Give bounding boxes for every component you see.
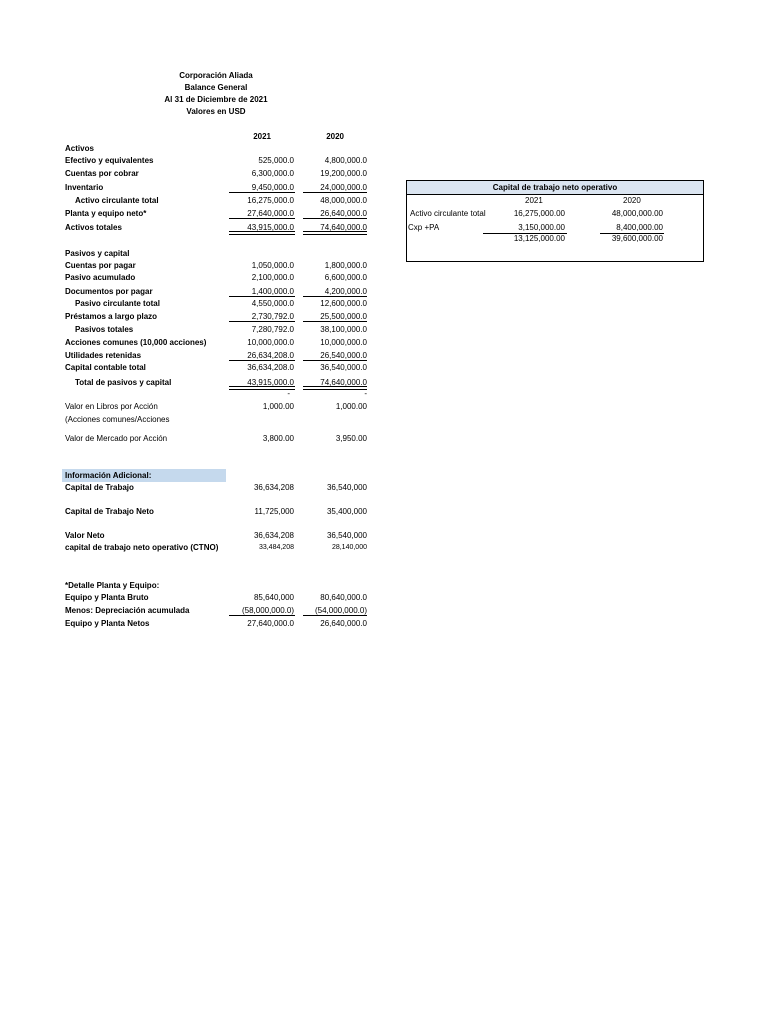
detail-heading: *Detalle Planta y Equipo: [65,581,160,590]
value-2021: 4,550,000.0 [251,299,294,308]
underline [229,321,295,322]
value-2021: 525,000.0 [258,156,294,165]
row-label: Valor de Mercado por Acción [65,434,168,443]
row-long-term-loans [0,311,768,323]
underline [303,218,367,219]
row-net-working-capital [0,506,768,518]
value-2020: 10,000,000.0 [320,338,367,347]
value-2021: 36,634,208 [253,531,294,540]
underline [303,296,367,297]
underline [229,218,295,219]
ctno-row2-2021: 3,150,000.00 [518,223,565,232]
row-label: Capital contable total [65,363,146,372]
value-2021: (58,000,000.0) [241,606,294,615]
row-label: Activo circulante total [75,196,159,205]
row-label: Total de pasivos y capital [75,378,172,387]
row-label: Equipo y Planta Bruto [65,593,149,602]
ctno-table [406,180,704,262]
value-2021: 10,000,000.0 [247,338,294,347]
value-2021: 3,800.00 [262,434,294,443]
col-2020: 2020 [326,132,344,141]
row-label: Documentos por pagar [65,287,153,296]
additional-heading: Información Adicional: [65,471,152,480]
row-receivables [0,168,768,180]
value-2020: 6,600,000.0 [324,273,367,282]
row-label: Efectivo y equivalentes [65,156,154,165]
value-2020: 25,500,000.0 [320,312,367,321]
value-2021: 26,634,208.0 [247,351,294,360]
row-label: Acciones comunes (10,000 acciones) [65,338,207,347]
row-label: Cuentas por cobrar [65,169,139,178]
row-total-liabilities [0,324,768,336]
underline [229,192,295,193]
row-market-value [0,433,768,445]
value-2021: 36,634,208 [253,483,294,492]
row-label: capital de trabajo neto operativo (CTNO) [65,543,219,552]
currency-note: Valores en USD [186,107,246,116]
value-2020: 1,000.00 [335,402,367,411]
value-2020: 36,540,000.0 [320,363,367,372]
row-check [0,388,768,400]
value-2021: 27,640,000.0 [247,209,294,218]
row-ctno [0,542,768,554]
value-2020: 26,640,000.0 [320,209,367,218]
row-total-equity [0,362,768,374]
row-label: Pasivo acumulado [65,273,136,282]
row-label: Utilidades retenidas [65,351,142,360]
value-2020: 4,800,000.0 [324,156,367,165]
value-2021: 43,915,000.0 [247,223,294,232]
value-2021: 85,640,000 [253,593,294,602]
row-label: Capital de Trabajo Neto [65,507,154,516]
value-2021: 2,100,000.0 [251,273,294,282]
liabilities-heading: Pasivos y capital [65,249,130,258]
check-2020: - [364,389,367,398]
row-cash [0,155,768,167]
ctno-col-2021: 2021 [525,196,543,205]
row-book-value [0,401,768,413]
value-2021: 43,915,000.0 [247,378,294,387]
value-2020: 35,400,000 [326,507,367,516]
row-label: Cuentas por pagar [65,261,136,270]
value-2020: 28,140,000 [331,544,367,551]
value-2021: 33,484,208 [258,544,294,551]
row-current-liabilities [0,298,768,310]
underline [303,615,367,616]
row-notes-payable [0,286,768,298]
row-label: Préstamos a largo plazo [65,312,158,321]
row-gross-ppe [0,592,768,604]
value-2020: 3,950.00 [335,434,367,443]
ctno-row1-label: Activo circulante total [410,209,486,218]
value-2020: 4,200,000.0 [324,287,367,296]
row-depreciation [0,605,768,617]
col-2021: 2021 [253,132,271,141]
value-2020: 19,200,000.0 [320,169,367,178]
ctno-row1-2020: 48,000,000.00 [611,209,663,218]
value-2020: 1,800,000.0 [324,261,367,270]
row-common-stock [0,337,768,349]
value-2021: 16,275,000.0 [247,196,294,205]
row-label: Menos: Depreciación acumulada [65,606,190,615]
value-2020: 12,600,000.0 [320,299,367,308]
value-2021: 6,300,000.0 [251,169,294,178]
double-underline [229,231,295,235]
row-working-capital [0,482,768,494]
statement-title: Balance General [184,83,248,92]
row-label: (Acciones comunes/Acciones [65,415,170,424]
underline [303,321,367,322]
value-2020: 48,000,000.0 [320,196,367,205]
row-label: Valor Neto [65,531,105,540]
assets-heading: Activos [65,144,94,153]
row-accrued [0,272,768,284]
row-label: Equipo y Planta Netos [65,619,150,628]
underline [303,192,367,193]
company-name: Corporación Aliada [179,71,253,80]
value-2020: 24,000,000.0 [320,183,367,192]
value-2021: 11,725,000 [254,507,294,516]
detail-heading-row [0,580,768,592]
value-2020: 74,640,000.0 [320,223,367,232]
value-2021: 1,050,000.0 [251,261,294,270]
assets-heading-row [0,143,768,155]
ctno-col-2020: 2020 [623,196,641,205]
ctno-row2-label: Cxp +PA [408,223,440,232]
row-label: Capital de Trabajo [65,483,134,492]
value-2020: 26,640,000.0 [320,619,367,628]
value-2020: 26,540,000.0 [320,351,367,360]
value-2020: (54,000,000.0) [314,606,367,615]
row-label: Planta y equipo neto* [65,209,147,218]
ctno-row1-2021: 16,275,000.00 [513,209,565,218]
value-2021: 7,280,792.0 [251,325,294,334]
value-2020: 38,100,000.0 [320,325,367,334]
value-2021: 1,400,000.0 [251,287,294,296]
value-2021: 9,450,000.0 [251,183,294,192]
additional-heading-row [0,470,768,482]
row-label: Pasivo circulante total [75,299,160,308]
underline [229,615,295,616]
row-net-ppe [0,618,768,630]
value-2021: 1,000.00 [262,402,294,411]
ctno-row3-2021: 13,125,000.00 [513,234,565,243]
check-2021: - [287,389,290,398]
row-label: Activos totales [65,223,122,232]
underline [303,360,367,361]
row-book-value-sub [0,414,768,426]
row-label: Valor en Libros por Acción [65,402,158,411]
value-2020: 36,540,000 [326,483,367,492]
ctno-table-title: Capital de trabajo neto operativo [407,181,703,195]
row-retained-earnings [0,350,768,362]
value-2021: 36,634,208.0 [247,363,294,372]
row-net-value [0,530,768,542]
underline [229,296,295,297]
underline [229,360,295,361]
double-underline [303,231,367,235]
row-label: Inventario [65,183,104,192]
value-2021: 2,730,792.0 [251,312,294,321]
ctno-row2-2020: 8,400,000.00 [616,223,663,232]
value-2020: 74,640,000.0 [320,378,367,387]
ctno-row3-2020: 39,600,000.00 [611,234,663,243]
column-header-row [0,131,768,143]
statement-date: Al 31 de Diciembre de 2021 [164,95,268,104]
value-2021: 27,640,000.0 [247,619,294,628]
value-2020: 80,640,000.0 [320,593,367,602]
row-label: Pasivos totales [75,325,134,334]
value-2020: 36,540,000 [326,531,367,540]
